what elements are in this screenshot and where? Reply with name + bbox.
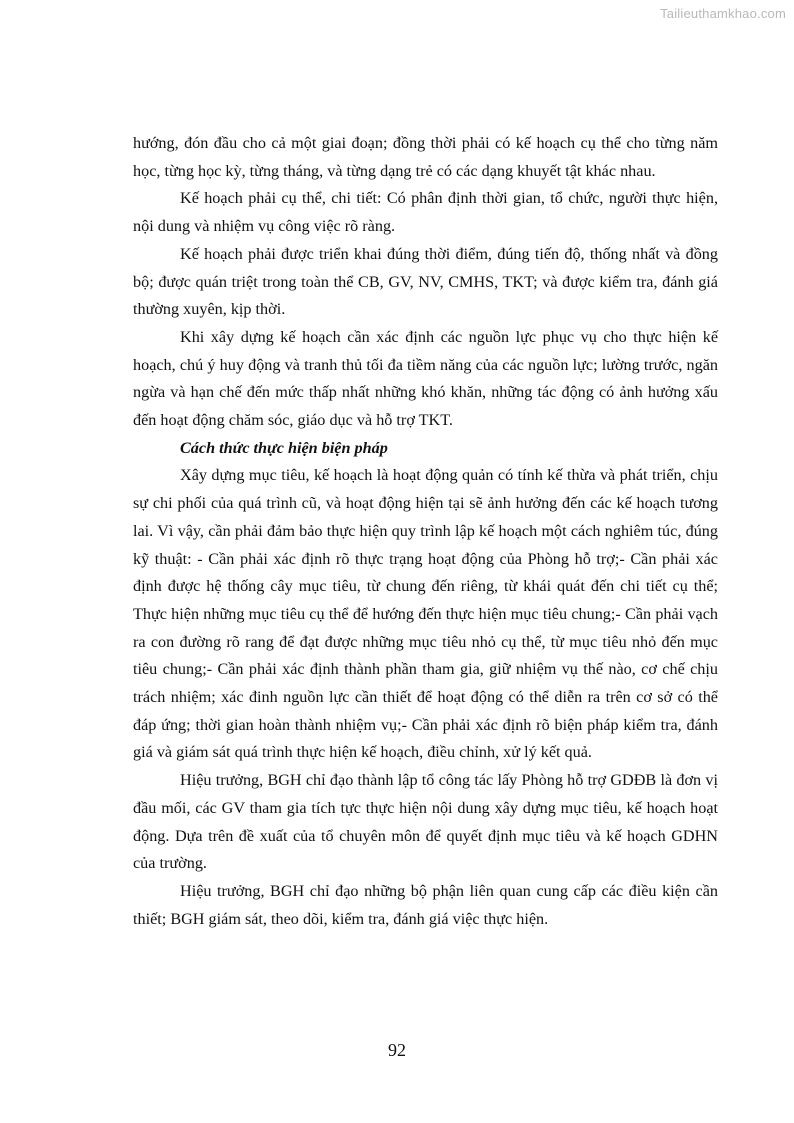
paragraph-principal-direction: Hiệu trưởng, BGH chỉ đạo thành lập tổ công tác lấy Phòng hỗ trợ GDĐB là đơn vị đầu mối, các GV tham gia tích tực thực hiện nội dung xây dựng mục tiêu, kế hoạch hoạt động. Dựa trên đề xuất của tổ chuyên môn để quyết định mục tiêu và kế hoạch GDHN của trường. bbox=[133, 771, 718, 873]
paragraph-continuation: hướng, đón đầu cho cả một giai đoạn; đồng thời phải có kế hoạch cụ thể cho từng năm học, từng học kỳ, từng tháng, và từng dạng trẻ có các dạng khuyết tật khác nhau. bbox=[133, 134, 718, 180]
paragraph-plan-detail: Kế hoạch phải cụ thể, chi tiết: Có phân định thời gian, tổ chức, người thực hiện, nội dung và nhiệm vụ công việc rõ ràng. bbox=[133, 189, 718, 236]
paragraph-implementation: Xây dựng mục tiêu, kế hoạch là hoạt động quản có tính kế thừa và phát triển, chịu sự chi phối của quá trình cũ, và hoạt động hiện tại sẽ ảnh hưởng đến các kế hoạch tương lai. Vì vậy, cần phải đảm bảo thực hiện quy trình lập kế hoạch một cách nghiêm túc, đúng kỹ thuật: - Cần phải xác định rõ thực trạng hoạt động của Phòng hỗ trợ;- Cần phải xác định được hệ thống cây mục tiêu, từ chung đến riêng, từ khái quát đến chi tiết cụ thể; Thực hiện những mục tiêu cụ thể để hướng đến thực hiện mục tiêu chung;- Cần phải vạch ra con đường rõ rang để đạt được những mục tiêu nhỏ cụ thể, từ mục tiêu nhỏ đến mục tiêu chung;- Cần phải xác định thành phần tham gia, giữ nhiệm vụ thế nào, cơ chế chịu trách nhiệm; xác đinh nguồn lực cần thiết để hoạt động có thể diễn ra trên cơ sở có thể đáp ứng; thời gian hoàn thành nhiệm vụ;- Cần phải xác định rõ biện pháp kiểm tra, đánh giá và giám sát quá trình thực hiện kế hoạch, điều chỉnh, xử lý kết quả. bbox=[133, 466, 718, 762]
page-number: 92 bbox=[388, 1040, 406, 1060]
paragraph-principal-supervision: Hiệu trưởng, BGH chỉ đạo những bộ phận liên quan cung cấp các điều kiện cần thiết; BGH giám sát, theo dõi, kiểm tra, đánh giá việc thực hiện. bbox=[133, 881, 718, 928]
document-body bbox=[133, 130, 718, 933]
paragraph-resources: Khi xây dựng kế hoạch cần xác định các nguồn lực phục vụ cho thực hiện kế hoạch, chú ý huy động và tranh thủ tối đa tiềm năng của các nguồn lực; lường trước, ngăn ngừa và hạn chế đến mức thấp nhất những khó khăn, những tác động có ảnh hưởng xấu đến hoạt động chăm sóc, giáo dục và hỗ trợ TKT. bbox=[133, 327, 718, 430]
section-heading: Cách thức thực hiện biện pháp bbox=[180, 438, 388, 457]
paragraph-plan-timing: Kế hoạch phải được triển khai đúng thời điểm, đúng tiến độ, thống nhất và đồng bộ; được quán triệt trong toàn thể CB, GV, NV, CMHS, TKT; và được kiểm tra, đánh giá thường xuyên, kịp thời. bbox=[133, 244, 718, 319]
watermark: Tailieuthamkhao.com bbox=[660, 6, 786, 21]
